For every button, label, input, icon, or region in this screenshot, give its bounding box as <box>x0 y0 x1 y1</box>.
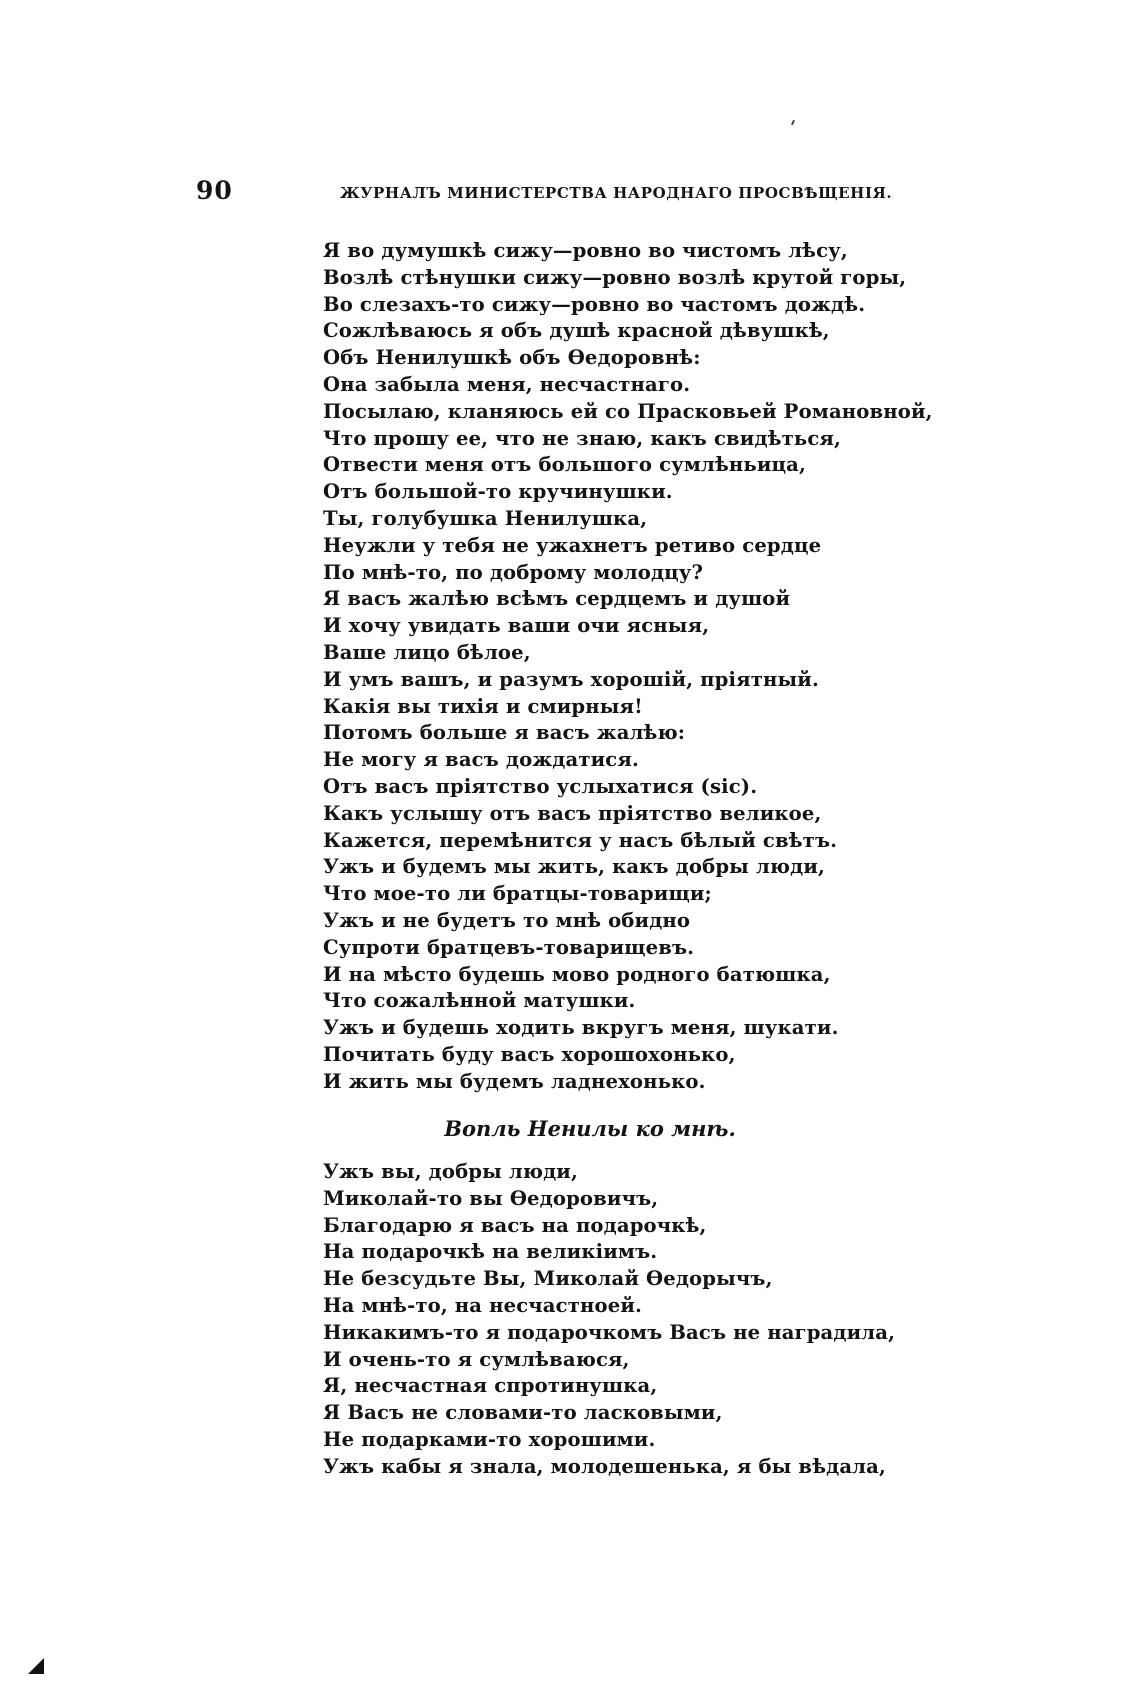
verse-line: Отъ васъ пріятство услыхатися (sic). <box>323 774 758 798</box>
verse-line: И хочу увидать ваши очи ясныя, <box>323 614 710 638</box>
verse-line: Ужъ и не будетъ то мнѣ обидно <box>323 908 691 932</box>
verse-line: Ужъ и будешь ходить вкругъ меня, шукати. <box>323 1016 839 1040</box>
verse-line: И умъ вашъ, и разумъ хорошій, пріятный. <box>323 667 819 691</box>
verse-line: Что мое-то ли братцы-товарищи; <box>323 882 712 906</box>
verse-line: Потомъ больше я васъ жалѣю: <box>323 721 686 745</box>
verse-line: Какъ услышу отъ васъ пріятство великое, <box>323 801 822 825</box>
stray-mark <box>791 120 795 125</box>
verse-line: Супроти братцевъ-товарищевъ. <box>323 935 695 959</box>
verse-line: Ваше лицо бѣлое, <box>323 640 531 664</box>
verse-line: Посылаю, кланяюсь ей со Прасковьей Романовной, <box>323 399 933 423</box>
verse-line: Отъ большой-то кручинушки. <box>323 480 673 504</box>
verse-line: Возлѣ стѣнушки сижу—ровно возлѣ крутой горы, <box>323 265 907 289</box>
verse-line: Сожлѣваюсь я объ душѣ красной дѣвушкѣ, <box>323 319 830 343</box>
verse-block-1 <box>323 238 933 1096</box>
corner-triangle-icon <box>28 1658 44 1674</box>
verse-line: И на мѣсто будешь мово родного батюшка, <box>323 962 831 986</box>
verse-line: И жить мы будемъ ладнехонько. <box>323 1069 706 1093</box>
verse-line: Благодарю я васъ на подарочкѣ, <box>323 1213 707 1237</box>
section-title: Вопль Ненилы ко мнѣ. <box>444 1116 736 1141</box>
verse-line: Ужъ вы, добры люди, <box>323 1160 578 1183</box>
verse-line: На подарочкѣ на великіимъ. <box>323 1240 658 1264</box>
verse-line: Неужли у тебя не ужахнетъ ретиво сердце <box>323 533 822 557</box>
verse-line: На мнѣ-то, на несчастноей. <box>323 1293 642 1317</box>
verse-line: Во слезахъ-то сижу—ровно во частомъ дождѣ. <box>323 292 866 316</box>
verse-line: И очень-то я сумлѣваюся, <box>323 1347 630 1371</box>
verse-line: Отвести меня отъ большого сумлѣньица, <box>323 453 806 477</box>
page-number: 90 <box>196 176 233 205</box>
verse-line: Я во думушкѣ сижу—ровно во чистомъ лѣсу, <box>323 239 848 262</box>
verse-line: Что сожалѣнной матушки. <box>323 989 636 1013</box>
verse-line: Что прошу ее, что не знаю, какъ свидѣться, <box>323 426 842 450</box>
verse-line: Я, несчастная спротинушка, <box>323 1374 658 1398</box>
verse-block-2 <box>323 1159 895 1481</box>
verse-line: Кажется, перемѣнится у насъ бѣлый свѣтъ. <box>323 828 838 852</box>
verse-line: Я васъ жалѣю всѣмъ сердцемъ и душой <box>323 587 791 611</box>
verse-line: Какія вы тихія и смирныя! <box>323 694 643 718</box>
running-title: ЖУРНАЛЪ МИНИСТЕРСТВА НАРОДНАГО ПРОСВѢЩЕНІЯ. <box>340 184 893 202</box>
verse-line: Она забыла меня, несчастнаго. <box>323 372 691 396</box>
verse-line: Не безсудьте Вы, Миколай Ѳедорычъ, <box>323 1267 773 1291</box>
verse-line: Ты, голубушка Ненилушка, <box>323 506 648 530</box>
verse-line: Объ Ненилушкѣ объ Ѳедоровнѣ: <box>323 346 701 370</box>
verse-line: Ужъ кабы я знала, молодешенька, я бы вѣдала, <box>323 1454 886 1478</box>
verse-line: Никакимъ-то я подарочкомъ Васъ не наградила, <box>323 1320 896 1344</box>
verse-line: По мнѣ-то, по доброму молодцу? <box>323 560 704 584</box>
verse-line: Миколай-то вы Ѳедоровичъ, <box>323 1186 659 1210</box>
verse-line: Я Васъ не словами-то ласковыми, <box>323 1401 723 1425</box>
verse-line: Почитать буду васъ хорошохонько, <box>323 1042 736 1066</box>
verse-line: Ужъ и будемъ мы жить, какъ добры люди, <box>323 855 826 879</box>
verse-line: Не подарками-то хорошими. <box>323 1427 656 1451</box>
verse-line: Не могу я васъ дождатися. <box>323 748 639 772</box>
